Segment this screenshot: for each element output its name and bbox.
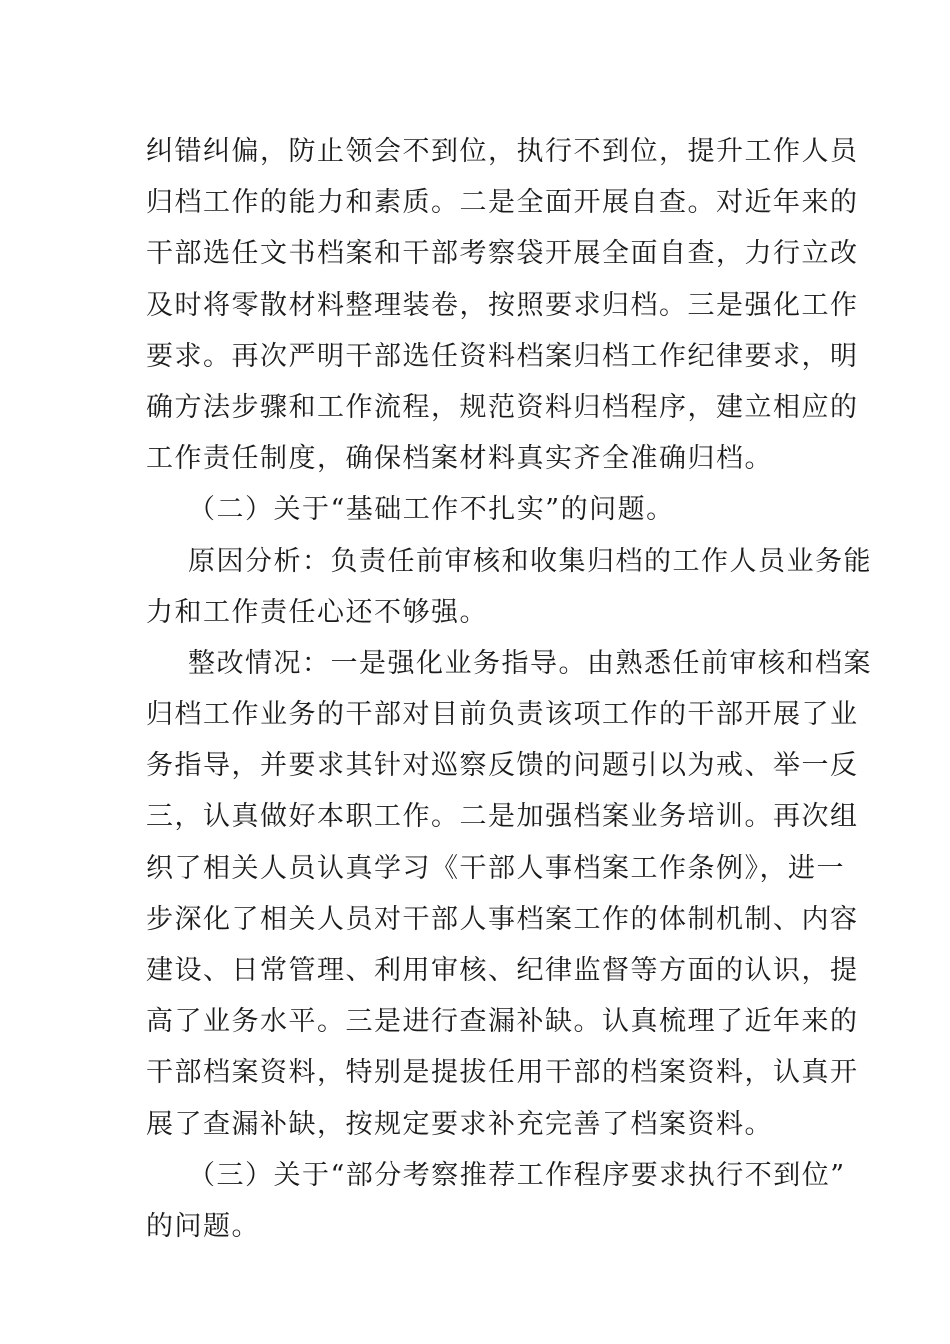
- section-heading: （三）关于“部分考察推荐工作程序要求执行不到位”: [188, 1159, 846, 1191]
- text-line: 务指导，并要求其针对巡察反馈的问题引以为戒、举一反: [146, 750, 859, 782]
- text-line: 整改情况：一是强化业务指导。由熟悉任前审核和档案: [188, 647, 872, 679]
- text-line: 工作责任制度，确保档案材料真实齐全准确归档。: [146, 443, 773, 475]
- text-line: 干部选任文书档案和干部考察袋开展全面自查，力行立改: [146, 238, 859, 270]
- text-line: 力和工作责任心还不够强。: [146, 596, 488, 628]
- text-line: 归档工作的能力和素质。二是全面开展自查。对近年来的: [146, 187, 859, 219]
- text-line: 确方法步骤和工作流程，规范资料归档程序，建立相应的: [146, 391, 859, 423]
- text-line: 要求。再次严明干部选任资料档案归档工作纪律要求，明: [146, 340, 859, 372]
- text-line: 步深化了相关人员对干部人事档案工作的体制机制、内容: [146, 903, 859, 935]
- section-heading: （二）关于“基础工作不扎实”的问题。: [188, 494, 675, 526]
- text-line: 及时将零散材料整理装卷，按照要求归档。三是强化工作: [146, 289, 859, 321]
- text-line: 原因分析：负责任前审核和收集归档的工作人员业务能: [188, 545, 872, 577]
- text-line: 展了查漏补缺，按规定要求补充完善了档案资料。: [146, 1108, 773, 1140]
- text-line: 高了业务水平。三是进行查漏补缺。认真梳理了近年来的: [146, 1006, 859, 1038]
- text-line: 纠错纠偏，防止领会不到位，执行不到位，提升工作人员: [146, 136, 859, 167]
- text-line: 建设、日常管理、利用审核、纪律监督等方面的认识，提: [146, 955, 859, 986]
- text-line: 归档工作业务的干部对目前负责该项工作的干部开展了业: [146, 699, 859, 731]
- text-line: 织了相关人员认真学习《干部人事档案工作条例》，进一: [146, 852, 845, 884]
- document-body: [146, 126, 872, 1252]
- text-line: 三，认真做好本职工作。二是加强档案业务培训。再次组: [146, 801, 859, 833]
- text-line: 干部档案资料，特别是提拔任用干部的档案资料，认真开: [146, 1057, 859, 1089]
- text-line: 的问题。: [146, 1210, 260, 1242]
